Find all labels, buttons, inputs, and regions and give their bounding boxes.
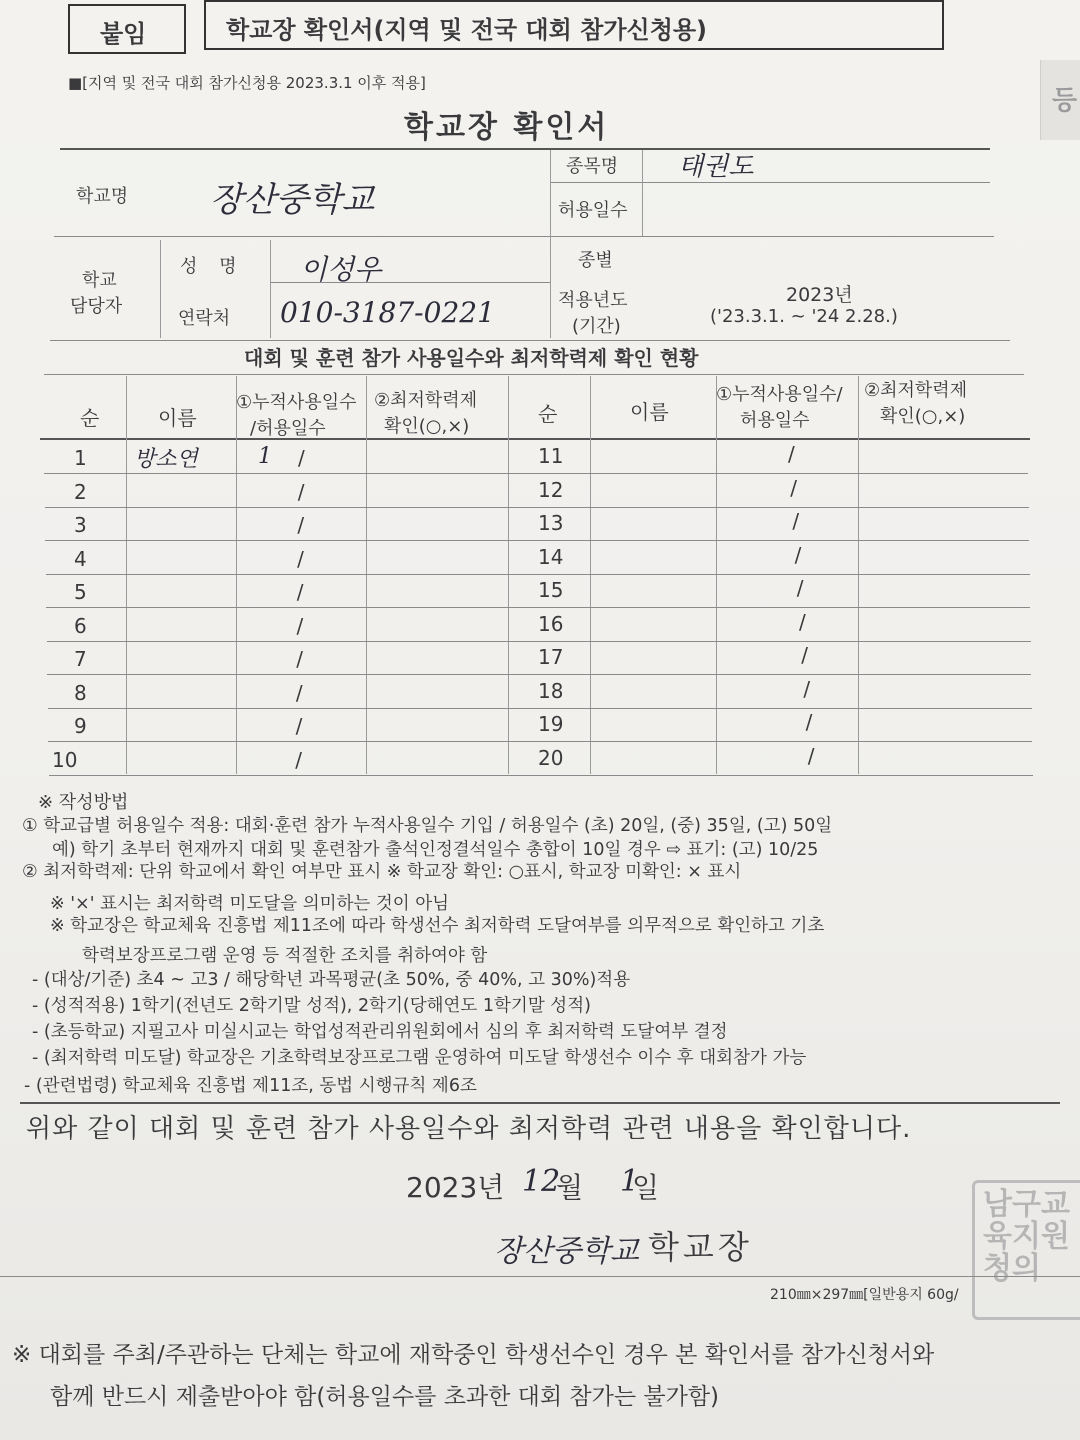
table-vline-5	[590, 376, 591, 774]
contact-label: 연락처	[178, 308, 231, 329]
contact-value: 010-3187-0221	[280, 296, 495, 329]
row-sep-left: /	[297, 546, 304, 571]
footer-note-line1: ※ 대회를 주최/주관하는 단체는 학교에 재학중인 학생선수인 경우 본 확인서를 참가신청서와	[12, 1342, 935, 1368]
col-min-left-1: ②최저학력제	[374, 390, 478, 411]
principal-label: 학교장	[648, 1228, 753, 1266]
row-no-right: 20	[538, 745, 564, 770]
category-label: 종별	[578, 250, 613, 271]
instruction-1-example: 예) 학기 초부터 현재까지 대회 및 훈련참가 출석인정결석일수 총합이 10일 경우 ⇨ 표기: (고) 10/25	[52, 840, 819, 860]
confirm-day-value: 1	[620, 1164, 640, 1199]
table-row-rule	[49, 775, 1033, 776]
confirmation-top-rule	[20, 1102, 1060, 1104]
row-sep-left: /	[297, 479, 305, 504]
col-days-left-2: /허용일수	[250, 418, 326, 439]
instruction-grades: - (성적적용) 1학기(전년도 2학기말 성적), 2학기(당해연도 1학기말 성적)	[32, 996, 591, 1016]
row-no-left: 9	[74, 714, 87, 738]
info-vline-4	[270, 240, 271, 338]
row-sep-right: /	[790, 475, 797, 500]
year-label-line2: (기간)	[572, 316, 621, 337]
row-no-left: 3	[74, 513, 87, 537]
table-row-rule	[48, 741, 1032, 742]
row-sep-left: /	[297, 513, 305, 537]
attachment-tag-box	[68, 4, 186, 54]
instructions-heading: ※ 작성방법	[38, 792, 129, 813]
manager-label-line1: 학교	[82, 270, 117, 291]
table-header-rule	[40, 438, 1030, 440]
table-vline-4	[508, 376, 509, 774]
table-row-rule	[48, 708, 1032, 709]
confirm-month-value: 12	[522, 1164, 561, 1199]
row-no-left: 2	[74, 479, 87, 504]
table-row-rule	[45, 540, 1029, 541]
table-vline-7	[858, 376, 859, 774]
footer-note-line2: 함께 반드시 제출받아야 함(허용일수를 초과한 대회 참가는 불가함)	[50, 1384, 720, 1410]
instruction-law: - (관련법령) 학교체육 진흥법 제11조, 동법 시행규칙 제6조	[24, 1076, 477, 1096]
row-sep-left: /	[298, 446, 305, 470]
col-min-right-2: 확인(○,×)	[880, 406, 966, 427]
info-vline-1	[550, 150, 551, 338]
row-sep-left: /	[296, 613, 304, 638]
row-no-left: 4	[74, 546, 87, 571]
row-no-left: 8	[74, 680, 87, 705]
row-sep-left: /	[296, 647, 303, 671]
col-name-left: 이름	[158, 406, 197, 430]
table-row-rule	[47, 641, 1031, 642]
table-vline-1	[126, 376, 127, 774]
col-min-left-2: 확인(○,×)	[384, 416, 470, 437]
table-row-rule	[46, 607, 1030, 608]
row-no-right: 15	[538, 578, 564, 602]
row-no-left: 10	[52, 747, 78, 772]
instruction-1: ① 학교급별 허용일수 적용: 대회·훈련 참가 누적사용일수 기입 / 허용일수 (초) 20일, (중) 35일, (고) 50일	[22, 816, 833, 836]
manager-name-label: 성 명	[180, 256, 245, 277]
row-name-left: 방소연	[134, 447, 198, 472]
row-no-left: 7	[74, 647, 87, 671]
table-top-rule	[44, 374, 1024, 375]
event-value: 태권도	[678, 152, 754, 182]
document-title: 학교장 확인서	[404, 110, 610, 145]
row-sep-right: /	[794, 542, 802, 567]
instruction-below-min: - (최저학력 미도달) 학교장은 기초학력보장프로그램 운영하여 미도달 학생선수 이수 후 대회참가 가능	[32, 1048, 807, 1068]
header-title-box	[204, 0, 944, 50]
col-name-right: 이름	[630, 400, 669, 424]
manager-name-value: 이성우	[300, 253, 382, 286]
col-days-right-2: 허용일수	[740, 410, 810, 431]
period-value: ('23.3.1. ~ '24 2.28.)	[710, 306, 898, 327]
event-label: 종목명	[566, 156, 619, 177]
instruction-note-principal-cont: 학력보장프로그램 운영 등 적절한 조치를 취하여야 함	[82, 946, 488, 966]
row-no-right: 17	[538, 645, 564, 669]
row-no-right: 16	[538, 611, 564, 636]
manager-label-line2: 담당자	[70, 296, 123, 317]
school-seal-stamp: 남구교육지원청의	[972, 1180, 1080, 1320]
info-vline-2	[642, 150, 643, 236]
underlying-sheet-text: 등	[1052, 86, 1078, 116]
row-no-right: 11	[538, 444, 564, 468]
instruction-target: - (대상/기준) 초4 ~ 고3 / 해당학년 과목평균(초 50%, 중 40%, 고 30%)적용	[32, 970, 631, 990]
info-vline-3	[160, 240, 161, 338]
info-rule-2	[54, 236, 994, 237]
confirm-month-label: 월	[556, 1171, 584, 1204]
row-no-right: 13	[538, 511, 564, 535]
principal-school-handwritten: 장산중학교	[494, 1234, 639, 1269]
year-value: 2023년	[786, 284, 853, 306]
school-name-value: 장산중학교	[210, 180, 375, 220]
col-days-right-1: ①누적사용일수/	[716, 384, 843, 405]
status-heading: 대회 및 훈련 참가 사용일수와 최저학력제 확인 현황	[244, 346, 699, 370]
row-no-left: 6	[74, 613, 87, 638]
instruction-2: ② 최저학력제: 단위 학교에서 확인 여부만 표시 ※ 학교장 확인: ○표시, 학교장 미확인: × 표시	[22, 862, 742, 882]
year-label-line1: 적용년도	[558, 290, 628, 311]
row-sep-right: /	[792, 509, 800, 533]
row-sep-right: /	[796, 576, 804, 600]
instruction-note-principal: ※ 학교장은 학교체육 진흥법 제11조에 따라 학생선수 최저학력 도달여부를 의무적으로 확인하고 기초	[50, 916, 825, 936]
info-rule-4	[50, 340, 1010, 341]
applicability-note: ■[지역 및 전국 대회 참가신청용 2023.3.1 이후 적용]	[68, 74, 426, 92]
row-no-left: 5	[74, 580, 87, 604]
allowed-days-label: 허용일수	[558, 200, 628, 221]
row-sep-right: /	[799, 609, 806, 634]
table-row-rule	[46, 574, 1030, 575]
row-no-right: 14	[538, 544, 564, 569]
paper-spec-rule	[0, 1276, 1080, 1277]
row-no-left: 1	[74, 446, 87, 470]
row-sep-right: /	[807, 743, 815, 768]
attachment-tag: 붙임	[100, 20, 147, 48]
row-sep-right: /	[801, 643, 808, 667]
row-sep-left: /	[295, 680, 303, 705]
table-vline-2	[236, 376, 237, 774]
row-sep-right: /	[805, 710, 813, 734]
paper-spec: 210㎜×297㎜[일반용지 60g/	[770, 1287, 959, 1303]
col-no-right: 순	[538, 402, 558, 426]
confirmation-statement: 위와 같이 대회 및 훈련 참가 사용일수와 최저학력 관련 내용을 확인합니다.	[26, 1114, 912, 1144]
info-rule-1	[550, 182, 990, 183]
confirm-day-label: 일	[632, 1171, 660, 1204]
header-title: 학교장 확인서(지역 및 전국 대회 참가신청용)	[226, 16, 708, 44]
col-days-left-1: ①누적사용일수	[236, 392, 357, 413]
instruction-elementary: - (초등학교) 지필고사 미실시교는 학업성적관리위원회에서 심의 후 최저학력 도달여부 결정	[32, 1022, 728, 1042]
row-no-right: 18	[538, 678, 564, 703]
table-vline-6	[716, 376, 717, 774]
row-no-right: 19	[538, 712, 564, 736]
row-no-right: 12	[538, 477, 564, 502]
school-name-label: 학교명	[76, 186, 129, 207]
row-used-left: 1	[258, 444, 272, 469]
confirm-year: 2023년	[406, 1171, 505, 1204]
row-sep-right: /	[788, 442, 795, 466]
table-row-rule	[45, 507, 1029, 508]
row-sep-left: /	[295, 714, 303, 738]
table-vline-3	[366, 376, 367, 774]
col-no-left: 순	[80, 406, 100, 430]
table-row-rule	[44, 473, 1028, 474]
table-row-rule	[47, 674, 1031, 675]
instruction-note-x: ※ '×' 표시는 최저학력 미도달을 의미하는 것이 아님	[50, 894, 450, 914]
row-sep-right: /	[803, 676, 811, 701]
row-sep-left: /	[296, 580, 304, 604]
row-sep-left: /	[295, 747, 303, 772]
info-top-rule	[60, 148, 990, 150]
col-min-right-1: ②최저학력제	[864, 380, 968, 401]
